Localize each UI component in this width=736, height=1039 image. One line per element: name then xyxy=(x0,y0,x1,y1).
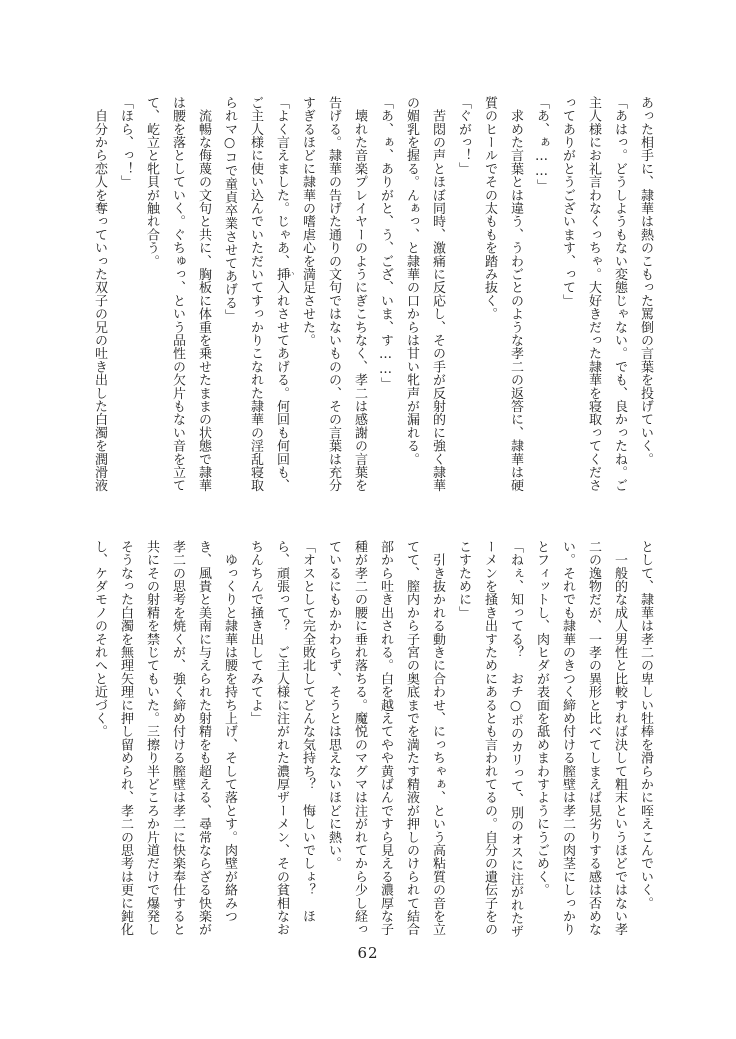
text-line: 共にその射精を禁じてもいた。三擦り半どころか片道だけで爆発し xyxy=(144,540,159,936)
text-line: 二の逸物だが、一孝の異形と比べてしまえば見劣りする感は否めな xyxy=(586,540,601,936)
text-line: ゆっくりと隷華は腰を持ち上げ、そして落とす。肉壁が絡みつ xyxy=(222,540,237,923)
text-line: 一般的な成人男性と比較すれば決して粗末というほどではない孝 xyxy=(612,540,627,936)
text-line: 種が孝二の腰に垂れ落ちる。魔悦のマグマは注がれてから少し経っ xyxy=(352,540,367,936)
text-line: 「ぐがっ！」 xyxy=(456,96,471,176)
text-line: ているにもかかわらず、そうとは思えないほどに熱い。 xyxy=(326,540,341,870)
text-line: られマ○コで童貞卒業させてあげる」 xyxy=(222,96,237,323)
text-line: ーメンを掻き出すためにあるとも言われてるの。自分の遺伝子をの xyxy=(482,540,497,936)
text-line: として、隷華は孝二の卑しい牡棒を滑らかに咥えこんでいく。 xyxy=(638,540,653,910)
text-line: 壊れた音楽プレイヤーのようにぎこちなく、孝二は感謝の言葉を xyxy=(352,96,367,492)
text-line: 流暢な侮蔑の文句と共に、胸板に体重を乗せたままの状態で隷華 xyxy=(196,96,211,492)
text-line: き、風貴と美南に与えられた射精をも超える、尋常ならざる快楽が xyxy=(196,540,211,936)
text-line: ちんちんで掻き出してみてよ」 xyxy=(248,540,263,725)
text-line: 求めた言葉とは違う、うわごとのような孝二の返答に、隷華は硬 xyxy=(508,96,523,492)
text-line: い。それでも隷華のきつく締め付ける膣壁は孝二の肉茎にしっかり xyxy=(560,540,575,936)
text-line: て、屹立と牝貝が触れ合う。 xyxy=(144,96,159,268)
text-line: 「あはっ。どうしようもない変態じゃない。でも、良かったね。ご xyxy=(612,96,627,492)
text-line: あった相手に、隷華は熱のこもった罵倒の言葉を投げていく。 xyxy=(638,96,653,466)
text-line: 「あ、ぁ……」 xyxy=(534,96,549,193)
text-line: 自分から恋人を奪っていった双子の兄の吐き出した白濁を潤滑液 xyxy=(92,96,107,492)
text-line: 「ほら、っ！」 xyxy=(118,96,133,189)
text-line: 告げる。隷華の告げた通りの文句ではないものの、その言葉は充分 xyxy=(326,96,341,492)
text-line: 「あ、ぁ、ありがと、う、ござ、いま、す……」 xyxy=(378,96,393,391)
text-line: こすために」 xyxy=(456,540,471,620)
text-line: とフィットし、肉ヒダが表面を舐めまわすようにうごめく。 xyxy=(534,540,549,897)
page-number: 62 xyxy=(357,944,379,962)
text-line: し、ケダモノのそれへと近づく。 xyxy=(92,540,107,738)
text-line: ら、頑張って？ ご主人様に注がれた濃厚ザーメン、その貧相なお xyxy=(274,540,289,936)
text-line: は腰を落としていく。ぐちゅっ、という品性の欠片もない音を立て xyxy=(170,96,185,492)
text-line: 「ねぇ、知ってる？ おチ○ポのカリって、別のオスに注がれたザ xyxy=(508,540,523,938)
text-line: 主人様にお礼言わなくっちゃ。大好きだった隷華を寝取ってくださ xyxy=(586,96,601,492)
text-line: 孝二の思考を焼くが、強く締め付ける膣壁は孝二に快楽奉仕すると xyxy=(170,540,185,936)
text-line: 苦悶の声とほぼ同時、激痛に反応し、その手が反射的に強く隷華 xyxy=(430,96,445,492)
text-line: 「よく言えました。じゃあ、挿入れさせてあげる。何回も何回も、 い xyxy=(274,96,295,492)
text-line: 「オスとして完全敗北してどんな気持ち？ 悔しいでしょ？ ほ xyxy=(300,540,315,923)
text-line: てて、膣内から子宮の奥底までを満たす精液が押しのけられて結合 xyxy=(404,540,419,936)
text-line: の媚乳を握る。んぁっ、と隷華の口からは甘い牝声が漏れる。 xyxy=(404,96,419,466)
text-line: そうなった白濁を無理矢理に押し留められ、孝二の思考は更に鈍化 xyxy=(118,540,133,936)
bottom-text-block xyxy=(84,540,658,964)
text-line: ご主人様に使い込んでいただいてすっかりこなれた隷華の淫乱寝取 xyxy=(248,96,263,492)
furigana-annotation: い xyxy=(287,270,295,278)
top-text-block xyxy=(84,96,658,520)
text-line: すぎるほどに隷華の嗜虐心を満足させた。 xyxy=(300,96,315,347)
text-line: 部から吐き出される。白を越えてやや黄ばんですら見える濃厚な子 xyxy=(378,540,393,936)
text-line: 引き抜かれる動きに合わせ、にっちゃぁ、という高粘質の音を立 xyxy=(430,540,445,936)
text-line: 質のヒールでその太ももを踏み抜く。 xyxy=(482,96,497,321)
text-line: ってありがとうございます、って」 xyxy=(560,96,575,308)
